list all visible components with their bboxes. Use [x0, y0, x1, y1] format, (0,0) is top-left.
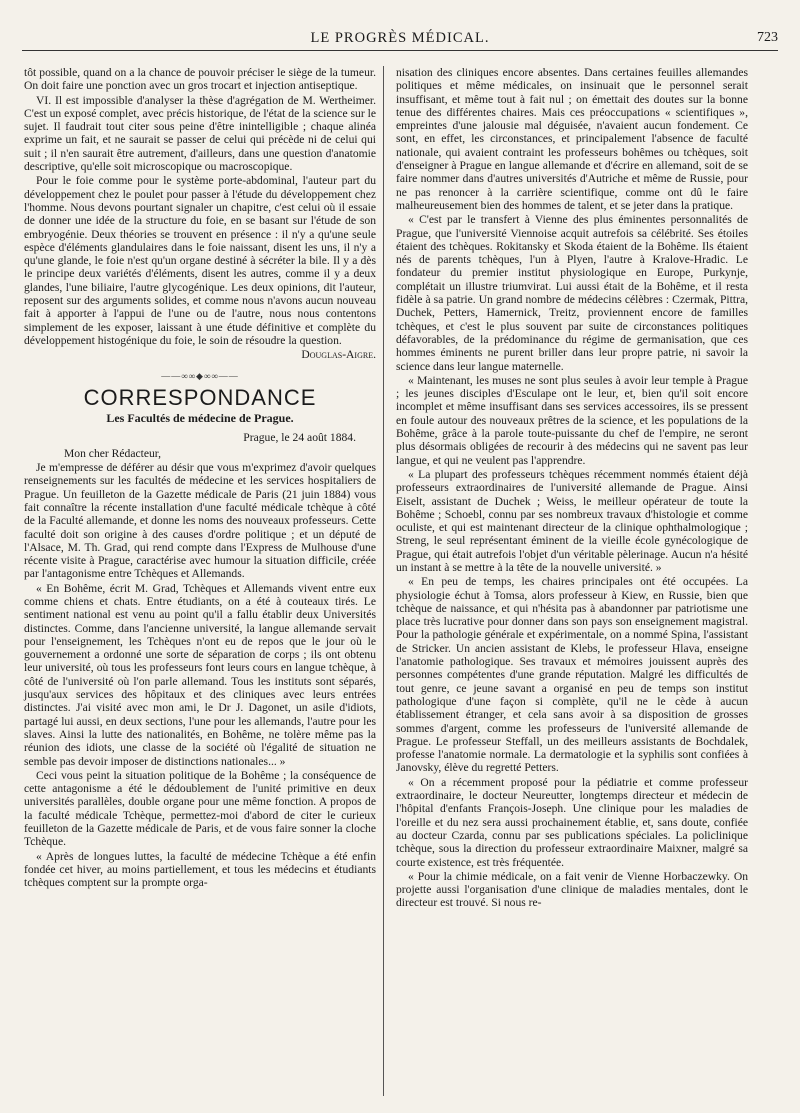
left-column — [24, 66, 376, 891]
paragraph: « Après de longues luttes, la faculté de médecine Tchèque a été enfin fondée cet hiver, au moins partiellement, et tous les médecins et étudiants tchèques comptent sur la prompte orga- — [24, 849, 376, 890]
paragraph: « En peu de temps, les chaires principales ont été occupées. La physiologie échut à Tomsa, alors professeur à Kiew, en Russie, bien que tchèque de naissance, et qui n'hésita pas à abandonner par patriotisme une place très lucrative pour donner dans son pays son enseignement magistral. Pour la pathologie générale et expérimentale, on a nommé Spina, l'assistant de Stricker. Un ancien assistant de Klebs, le professeur Hlava, enseigne l'anatomie pathologique. Ses travaux et mémoires jouissent auprès des personnes compétentes d'une grande réputation. Malgré les difficultés de tout genre, ce jeune savant a organisé en peu de temps son institut pathologique d'une façon si complète, qu'il ne le cède à aucun établissement étranger, et cela sans avoir à sa disposition de grosses sommes d'argent, comme les professeurs de l'université allemande de Prague. Le professeur Steffall, un des meilleurs assistants de Bochdalek, professe l'anatomie normale. La dermatologie et la syphilis sont confiées à Janovsky, élève du regretté Petters. — [396, 575, 748, 775]
paragraph: Pour le foie comme pour le système porte-abdominal, l'auteur part du développement chez le poulet pour passer à l'étude du développement chez l'homme. Nous devons pourtant signaler un chapitre, c'est celui où il essaie de donner une idée de la structure du foie, en se basant sur l'étude de son embryogénie. Deux théories se trouvent en présence : il n'y a qu'une seule espèce d'éléments glandulaires dans le foie naissant, disent les uns, il n'y a qu'une glande, le foie n'est qu'un organe destiné à sécréter la bile. Il y a dès le principe deux variétés d'éléments, disent les autres, comme il y a deux glandes, l'une biliaire, l'autre glycogénique. Les deux opinions, dit l'auteur, reposent sur des arguments solides, et comme nous n'avons aucun nouveau fait à apporter à l'appui de l'une ou de l'autre, nous nous contentons simplement de les exposer, laissant à une étude définitive et complète du développement histogénique du foie, le soin de résoudre la question. — [24, 174, 376, 347]
page-header — [22, 30, 778, 52]
paragraph: « C'est par le transfert à Vienne des plus éminentes personnalités de Prague, que l'université Viennoise acquit autrefois sa célébrité. Ses étoiles étaient des tchèques. Rokitansky et Skoda étaient de la Bohême. Ils étaient nés de parents tchèques, l'un à Plyen, l'autre à Kralove-Hradic. Le fondateur du premier institut physiologique en Europe, Purkynje, complétait un illustre triumvirat. Lui aussi était de la Bohême, et il resta fidèle à sa patrie. Un grand nombre de médecins célèbres : Czermak, Pittra, Duchek, Petters, Hamernick, Treitz, proviennent encore de familles tchèques, et c'est le plus souvent par suite de circonstances politiques défavorables, de la prédominance du régime de germanisation, que ces hommes éminents ne purent briller dans leur propre patrie, ni savoir la science dans leur langue maternelle. — [396, 213, 748, 373]
author-signature: Douglas-Aigre. — [301, 348, 376, 362]
paragraph: nisation des cliniques encore absentes. Dans certaines feuilles allemandes politiques et même médicales, on insinuait que le personnel serait insuffisant, et même tout à fait nul ; on émettait des doutes sur la bonne tenue des différentes chaires. Mais ces préoccupations « scientifiques », empreintes d'une jalousie mal déguisée, n'avaient aucun fondement. Ce sont, en effet, les circonstances, et principalement l'absence de faculté nationale, qui avaient contraint les professeurs bohêmes ou tchèques, soit d'enseigner à Prague en langue allemande et d'écrire en allemand, soit de se faire nommer dans d'autres universités d'Autriche et même de Russie, pour ne pas renoncer à la carrière scientifique, comme ont dû le faire malheureusement bien des hommes de talent, et se jeter dans la pratique. — [396, 66, 748, 212]
paragraph: Ceci vous peint la situation politique de la Bohême ; la conséquence de cette antagonisme a été le dédoublement de l'unité primitive en deux universités parallèles, double organe pour une même fonction. A propos de la faculté médicale Tchèque, permettez-moi d'abord de citer le curieux feuilleton de la Gazette médicale de Paris, et de vous faire sonner la cloche Tchèque. — [24, 768, 376, 849]
paragraph: « La plupart des professeurs tchèques récemment nommés étaient déjà professeurs extraordinaires de l'université allemande de Prague. Ainsi Eiselt, assistant de Duchek ; Weiss, le meilleur opérateur de toute la Bohême ; Schoebl, connu par ses nombreux travaux d'histologie et comme oculiste, et qui est maintenant directeur de la clinique ophthalmologique ; Streng, le seul représentant éminent de la vieille école gynécologique de Prague, qui était autrefois l'objet d'un véritable pèlerinage. Aucun n'a hésité un instant à se mettre à la tête de la nouvelle université. » — [396, 467, 748, 574]
paragraph: VI. Il est impossible d'analyser la thèse d'agrégation de M. Wertheimer. C'est un exposé complet, avec précis historique, de l'état de la science sur le sujet. Il faudrait tout citer sous peine d'être inintelligible ; chaque alinéa exprime un fait, et ne saurait se passer de celui qui précède ni de celui qui suit ; il n'en saurait être autrement, d'ailleurs, dans une question d'anatomie descriptive, qu'elle soit microscopique ou macroscopique. — [24, 93, 376, 174]
paragraph: « Maintenant, les muses ne sont plus seules à avoir leur temple à Prague ; les jeunes disciples d'Esculape ont le leur, et, bien qu'il soit encore incomplet et même insuffisant dans ses services accessoires, ils se pressent en foule autour des nouveaux prêtres de la science, et les populations de la Bohême, grâce à la parole toute-puissante du chef de l'empire, ne seront plus désormais obligées de recourir à des médecins qui ne savent pas leur langue, et qui ne veulent pas l'apprendre. — [396, 373, 748, 467]
section-ornament: ——∞∞◆∞∞—— — [161, 370, 239, 381]
salutation: Mon cher Rédacteur, — [64, 446, 162, 460]
paragraph: « En Bohême, écrit M. Grad, Tchèques et Allemands vivent entre eux comme chiens et chats. Entre étudiants, on a été à couteaux tirés. Le sentiment national est venu au point qu'il a fallu établir deux Universités distinctes. Comme, dans l'ancienne université, la langue allemande servait pour l'enseignement, les Tchèques n'ont eu de repos que le jour où le gouvernement a ordonné une sorte de séparation de corps ; ils ont obtenu leur université, où tous les professeurs font leurs cours en langue tchèque, à côté de l'université où l'on parle allemand. Tous les instituts sont séparés, jusqu'aux services des hôpitaux et des cliniques avec leurs entrées distinctes. J'ai visité avec mon ami, le Dr J. Dagonet, un asile d'idiots, partagé lui aussi, en deux sections, l'une pour les allemands, l'autre pour les slaves. Ainsi la lutte des nationalités, en Bohême, ne tolère même pas la réunion des idiots, une classe de la société où l'égalité de situation ne semble pas devoir imposer de distinctions nationales... » — [24, 581, 376, 768]
header-rule — [22, 50, 778, 51]
article-subtitle: Les Facultés de médecine de Prague. — [106, 411, 294, 426]
column-divider — [383, 66, 384, 1096]
paragraph: « Pour la chimie médicale, on a fait venir de Vienne Horbaczewky. On projette aussi l'organisation d'une clinique de maladies mentales, dont le directeur est trouvé. Si nous re- — [396, 869, 748, 910]
dateline: Prague, le 24 août 1884. — [243, 431, 356, 445]
section-title: CORRESPONDANCE — [83, 384, 317, 410]
paragraph: « On a récemment proposé pour la pédiatrie et comme professeur extraordinaire, le docteur Neureutter, longtemps directeur et médecin de l'hôpital d'enfants François-Joseph. Une clinique pour les maladies de l'oreille et du nez sera aussi prochainement établie, et, sans doute, confiée au docteur Czarda, connu par ses publications spéciales. La policlinique tchèque, sous la direction du professeur extraordinaire Maixner, malgré sa courte existence, est très fréquentée. — [396, 775, 748, 869]
journal-title: LE PROGRÈS MÉDICAL. — [310, 30, 490, 46]
page-number: 723 — [757, 30, 778, 45]
paragraph: Je m'empresse de déférer au désir que vous m'exprimez d'avoir quelques renseignements sur les facultés de médecine et les services hospitaliers de Prague. Un feuilleton de la Gazette médicale de Paris (21 juin 1884) vous fait connaître la récente installation d'une faculté médicale tchèque à côté de la Faculté allemande, et donne les noms des nouveaux professeurs. Cette faculté doit son origine à des causes d'ordre politique ; et un député de l'Alsace, M. Th. Grad, qui rend compte dans l'Express de Mulhouse d'une récente visite à Prague, caractérise avec humour la situation difficile, créée par l'antagonisme entre Tchèques et Allemands. — [24, 461, 376, 581]
paragraph: tôt possible, quand on a la chance de pouvoir préciser le siège de la tumeur. On doit faire une ponction avec un gros trocart et injection antiseptique. — [24, 66, 376, 93]
right-column — [396, 66, 748, 911]
